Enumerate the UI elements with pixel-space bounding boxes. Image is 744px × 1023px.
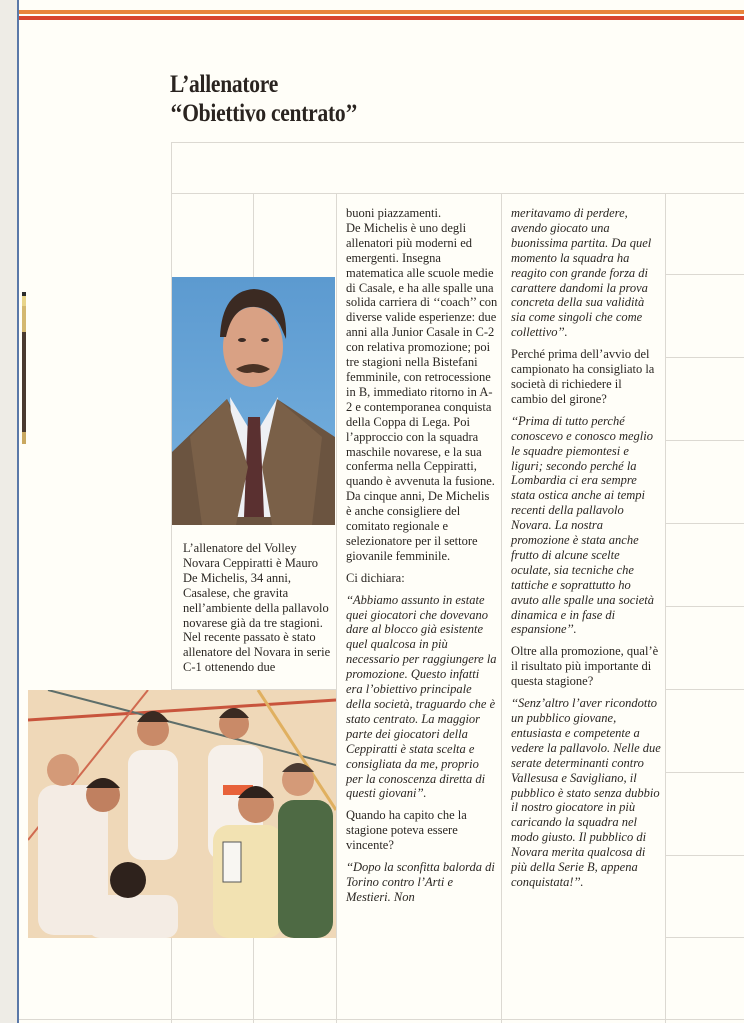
title-line-2: ‘‘Obiettivo centrato’’ [170, 100, 358, 127]
grid-line [171, 142, 744, 143]
column2-quote: ‘‘Senz’altro l’aver ricondotto un pubblico giovane, entusiasta e competente a vedere la pallavolo. Nelle due serate determinanti contro Vallesusa e Savigliano, il pubblico è stato senza dubbio il nostro giocatore in più caricando la squadra nel modo giusto. Il pubblico di Novara merita qualcosa di più della Serie B, appena conquistata!’’. [511, 696, 661, 889]
column2-question: Perché prima dell’avvio del campionato ha consigliato la società di richiedere il cambio del girone? [511, 347, 655, 406]
grid-line [665, 357, 744, 358]
article-column-1 [346, 206, 498, 912]
grid-line [665, 274, 744, 275]
grid-line [665, 193, 666, 1023]
column2-question: Oltre alla promozione, qual’è il risultato più importante di questa stagione? [511, 644, 659, 689]
grid-line [253, 193, 254, 277]
portrait-illustration [172, 277, 335, 525]
binding-strip [22, 292, 26, 444]
column1-quote: ‘‘Dopo la sconfitta balorda di Torino contro l’Arti e Mestieri. Non [346, 860, 495, 904]
column1-paragraph: buoni piazzamenti. [346, 206, 442, 220]
column1-quote: ‘‘Abbiamo assunto in estate quei giocatori che dovevano dare al blocco già esistente quel qualcosa in più necessario per raggiungere la promozione. Questo infatti era l’obiettivo principale della società, traguardo che è stato centrato. La maggior parte dei giocatori della Ceppiratti è stata scelta e consigliata da me, proprio per la conoscenza diretta di questi giovani’’. [346, 592, 497, 801]
grid-line [665, 523, 744, 524]
article-column-2 [511, 206, 661, 897]
title-line-1: L’allenatore [170, 71, 278, 98]
coach-portrait-photo [172, 277, 335, 525]
grid-line [253, 938, 254, 1023]
column1-paragraph: Da cinque anni, De Michelis è anche consigliere del comitato regionale e selezionatore per il settore giovanile femminile. [346, 489, 490, 563]
caption-text: L’allenatore del Volley Novara Ceppiratti è Mauro De Michelis, 34 anni, Casalese, che gravita nell’ambiente della pallavolo novarese già da tre stagioni. Nel recente passato è stato allenatore del Novara in serie C-1 ottenendo due [183, 541, 331, 675]
header-stripe-orange [19, 10, 744, 14]
grid-line [665, 772, 744, 773]
header-stripe-red [19, 16, 744, 20]
column2-quote: ‘‘Prima di tutto perché conoscevo e conosco meglio le squadre piemontesi e liguri; secondo perché la Lombardia ci era sempre stata ostica anche ai tempi recenti della pallavolo Novara. La nostra promozione è stata anche frutto di alcune scelte oculate, sia tecniche che tattiche e soprattutto ho avuto alle spalle una società dinamica e in fase di espansione’’. [511, 413, 655, 637]
column2-quote: meritavamo di perdere, avendo giocato una buonissima partita. Da quel momento la squadra ha reagito con grande forza di carattere dandomi la prova concreta della sua validità sia come singoli che come collettivo’’. [511, 206, 652, 340]
grid-line [665, 855, 744, 856]
page-spine [0, 0, 18, 1023]
article-title [170, 70, 358, 128]
column1-question: Ci dichiara: [346, 570, 405, 585]
grid-line [501, 193, 502, 1023]
grid-line [665, 689, 744, 690]
column1-question: Quando ha capito che la stagione poteva essere vincente? [346, 808, 467, 853]
grid-line [171, 193, 744, 194]
grid-line [19, 1019, 744, 1020]
grid-line [665, 937, 744, 938]
team-huddle-photo [28, 690, 336, 938]
grid-line [665, 606, 744, 607]
team-illustration [28, 690, 336, 938]
column1-paragraph: De Michelis è uno degli allenatori più moderni ed emergenti. Insegna matematica alle scuole medie di Casale, e ha alle spalle una solida carriera di ‘‘coach’’ con diverse valide esperienze: due anni alla Junior Casale in C-2 con relativa promozione; poi tre stagioni nella Bistefani femminile, con retrocessione in B, immediato ritorno in A-2 e contemporanea conquista della Coppa di Lega. Poi l’approccio con la squadra maschile novarese, e la sua conferma nella Ceppiratti, quando è avvenuta la fusione. [346, 220, 498, 489]
photo-caption [183, 541, 333, 682]
grid-line [336, 193, 337, 1023]
grid-line [665, 440, 744, 441]
spine-edge-line [17, 0, 19, 1023]
grid-line [171, 938, 172, 1023]
